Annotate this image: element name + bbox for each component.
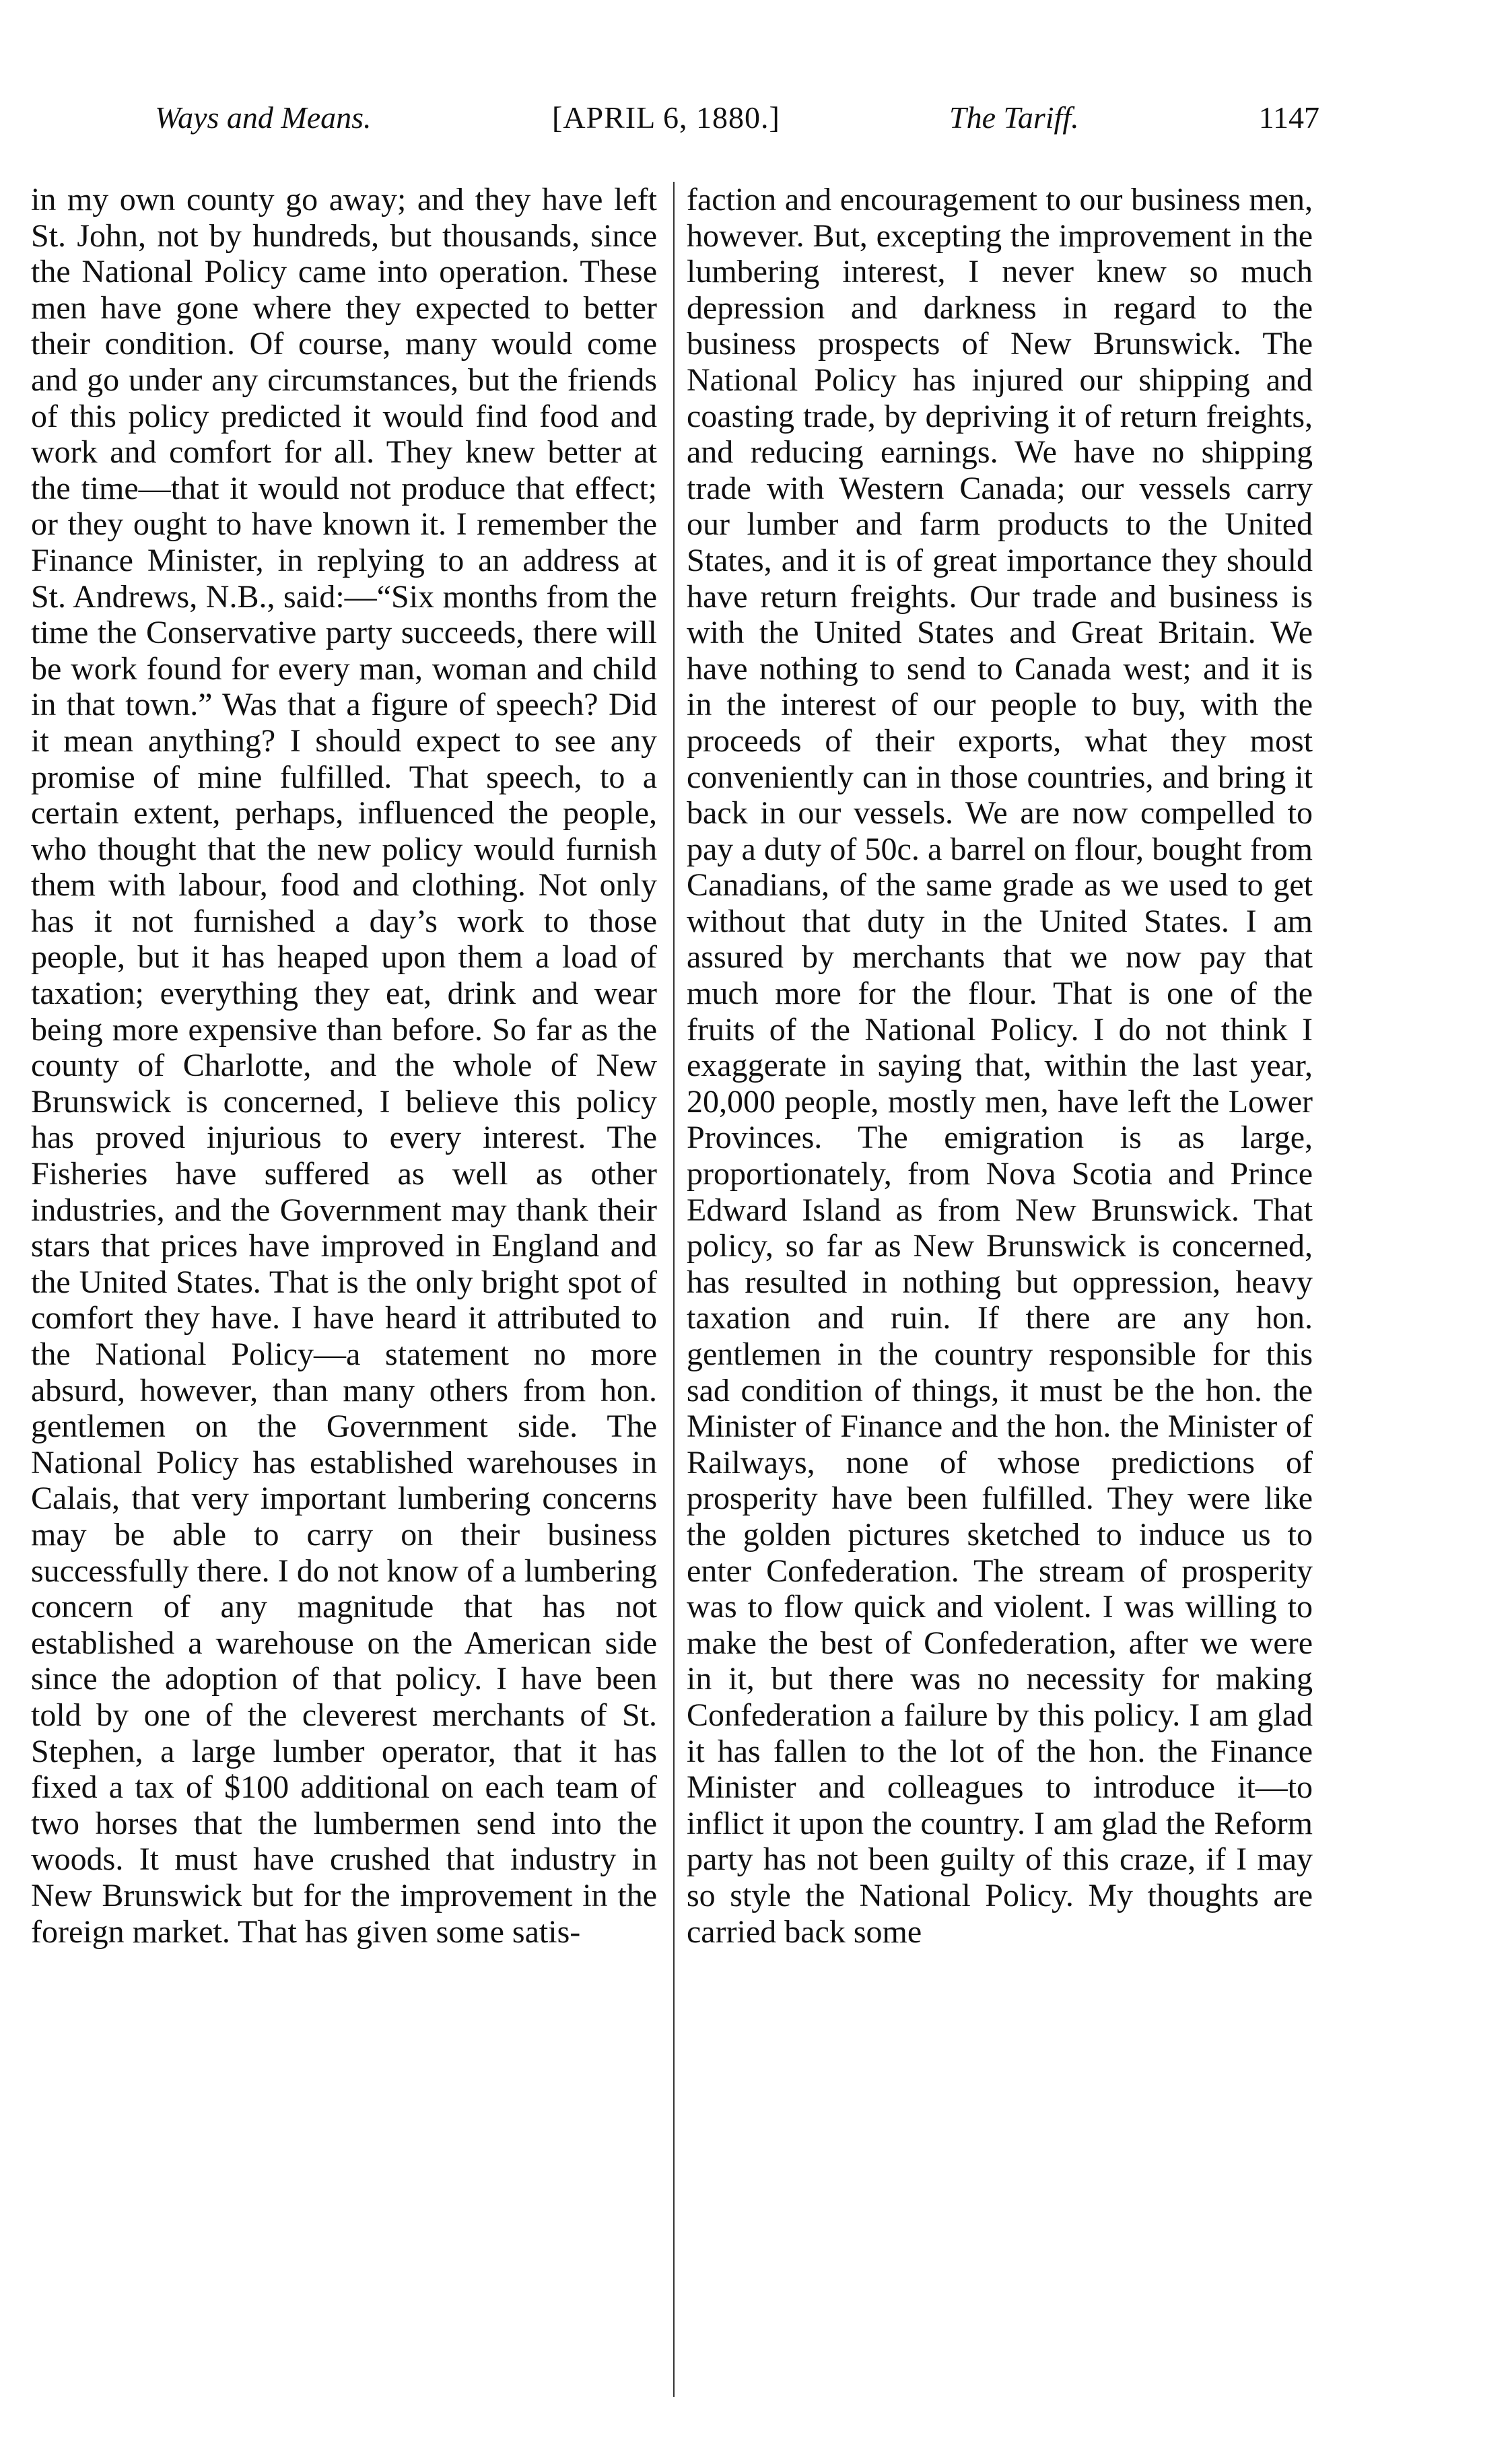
page-header <box>155 100 1319 147</box>
header-topic: The Tariff. <box>949 100 1079 135</box>
column-divider <box>673 182 675 2397</box>
header-page-number: 1147 <box>1258 100 1319 135</box>
header-section-title: Ways and Means. <box>155 100 372 135</box>
header-date: [APRIL 6, 1880.] <box>552 100 780 135</box>
right-column-text: faction and encouragement to our business men, however. But, excepting the improvement in the lumbering interest, I never knew so much depression and darkness in regard to the business prospects of New Brunswick. The National Policy has injured our shipping and coasting trade, by depriving it of return freights, and reducing earnings. We have no shipping trade with Western Canada; our vessels carry our lumber and farm products to the United States, and it is of great importance they should have return freights. Our trade and business is with the United States and Great Britain. We have nothing to send to Canada west; and it is in the interest of our people to buy, with the proceeds of their exports, what they most conveniently can in those countries, and bring it back in our vessels. We are now compelled to pay a duty of 50c. a barrel on flour, bought from Canadians, of the same grade as we used to get without that duty in the United States. I am assured by merchants that we now pay that much more for the flour. That is one of the fruits of the National Policy. I do not think I exaggerate in saying that, within the last year, 20,000 people, mostly men, have left the Lower Provinces. The emigration is as large, proportionately, from Nova Scotia and Prince Edward Island as from New Brunswick. That policy, so far as New Brunswick is concerned, has resulted in nothing but oppression, heavy taxation and ruin. If there are any hon. gentlemen in the country responsible for this sad condition of things, it must be the hon. the Minister of Finance and the hon. the Minister of Railways, none of whose predictions of prosperity have been fulfilled. They were like the golden pictures sketched to induce us to enter Confederation. The stream of prosperity was to flow quick and violent. I was willing to make the best of Confederation, after we were in it, but there was no necessity for making Confederation a failure by this policy. I am glad it has fallen to the lot of the hon. the Finance Minister and colleagues to introduce it—to inflict it upon the country. I am glad the Reform party has not been guilty of this craze, if I may so style the National Policy. My thoughts are carried back some <box>687 182 1313 1950</box>
left-column-text: in my own county go away; and they have left St. John, not by hundreds, but thousands, since the National Policy came into operation. These men have gone where they expected to better their condition. Of course, many would come and go under any circumstances, but the friends of this policy predicted it would find food and work and comfort for all. They knew better at the time—that it would not produce that effect; or they ought to have known it. I remember the Finance Minister, in replying to an address at St. Andrews, N.B., said:—“Six months from the time the Conservative party succeeds, there will be work found for every man, woman and child in that town.” Was that a figure of speech? Did it mean anything? I should expect to see any promise of mine fulfilled. That speech, to a certain extent, perhaps, influenced the people, who thought that the new policy would furnish them with labour, food and clothing. Not only has it not furnished a day’s work to those people, but it has heaped upon them a load of taxation; everything they eat, drink and wear being more expensive than before. So far as the county of Charlotte, and the whole of New Brunswick is concerned, I believe this policy has proved injurious to every interest. The Fisheries have suffered as well as other industries, and the Government may thank their stars that prices have improved in England and the United States. That is the only bright spot of comfort they have. I have heard it attributed to the National Policy—a statement no more absurd, however, than many others from hon. gentlemen on the Government side. The National Policy has established warehouses in Calais, that very important lumbering concerns may be able to carry on their business successfully there. I do not know of a lumbering concern of any magnitude that has not established a warehouse on the American side since the adoption of that policy. I have been told by one of the cleverest merchants of St. Stephen, a large lumber operator, that it has fixed a tax of $100 additional on each team of two horses that the lumbermen send into the woods. It must have crushed that industry in New Brunswick but for the improvement in the foreign market. That has given some satis- <box>31 182 657 1950</box>
